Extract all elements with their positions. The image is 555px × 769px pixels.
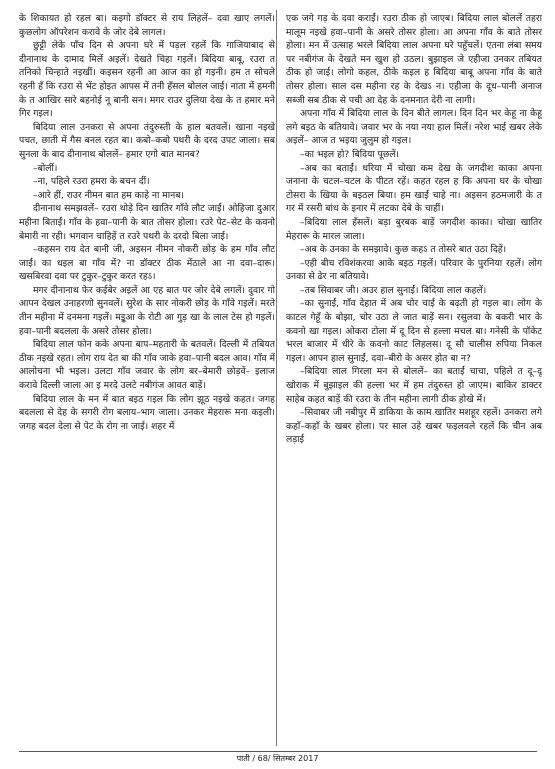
paragraph: छुट्टी लेके पाँच दिन से अपना घरे में पड़ल रहलें कि गाजियाबाद से दीनानाथ के दामाद मिलें अइलें। देखते चिहा गइलें। बिदिया बाबू, रउरा त तनिको चिन्हाते नइखीं। कइसन रहनी आ आज का हो गइनी। हम त सोचले रहनी हँ कि रउरा से भेंट होइत आपस में तनी हँसल बोलल जाई। नाता में हमनी के त आखिर सारे बहनोई नू बानी सन। मगर राउर दुलिया देख के त हमार मने गिर गइल। xyxy=(19,40,275,120)
page-footer: पाती / 68/ सितम्बर 2017 xyxy=(236,754,319,763)
paragraph: दीनानाथ समझवलें– रउरा थोड़े दिन खातिर गाँवे लौट जाईं। ओहिजा दुआर महीना बिताईं। गाँव के हवा–पानी के बात तोसर होला। रउरे पेट–सेट के कवनो बेमारी ना रही। भगवान चाहिहें त रउरे पथरी के दरदो बिला जाई। xyxy=(19,203,275,242)
paragraph: –कइसन राय देत बानी जी, अइसन नीमन नोकरी छोड़ के हम गाँव लौट जाईं। का धइल बा गाँव में? ना डॉक्टर ठीक मेंठाले आ ना दवा–दारू। खसबिरवा दवा पर टुकुर–टुकुर करत रहऽ। xyxy=(19,244,275,283)
left-column xyxy=(19,12,275,744)
paragraph: –बिदिया लाल गिरला मन से बोललें– का बताईं चाचा, पहिले त दू–दू खोराक में बुझाइल की हल्ला भर में हम तंदुरुस्त हो जाएम। बाकिर डाक्टर साहेब कहत बाड़ें की रउरा के तीन महीना लागी ठीक होखे में। xyxy=(286,366,542,405)
right-column xyxy=(286,12,542,744)
paragraph: –सिवाबर जी नबीपुर में डाकिया के काम खातिर मशहूर रहलें। उनकरा लगे कहाँ–कहाँ के खबर होला। पर साल उहे खबर फइलवले रहलें कि चीन अब लड़ाई xyxy=(286,407,542,446)
paragraph: बिदिया लाल उनकरा से अपना तंदुरुस्ती के हाल बतवलें। खाना नइखे पचत, छाती में गैस बनल रहत बा। कबो–कबो पथरी के दरद उपट जाला। सब सुनला के बाद दीनानाथ बोललें– हमार एगो बात मानब? xyxy=(19,121,275,160)
paragraph: –बिदिया लाल हँसलें। बड़ा बुरबक बाड़ें जगदीश काका। चोखा खातिर मेहरारू के मारल जाला। xyxy=(286,216,542,242)
paragraph: –ना, पहिले रउरा हमरा के बचन दीं। xyxy=(33,176,150,188)
paragraph: एक जगे गड़ के दवा कराईं। रउरा ठीक हो जाएब। बिदिया लाल बोललें तहरा मालूम नइखे हवा–पानी के असरे तोसर होला। आ अपना गाँव के बाते तोसर होला। मन में उत्साह भरले बिदिया लाल अपना घरे पहुँचलें। एतना लंबा समय पर नबीगंज के देखते मन खुश हो उठल। बुझाइल जे एहीजा उनकर तबियत ठीक हो जाई। लोगो कहल, ठीके कइल ह बिदिया बाबू अपना गाँव के बाते तोसर होला। साल दस महीना रह के देखऽ न। एहीजा के दूध–पानी अनाज सब्जी सब ठीक से पची आ देह के दनमनात देरी ना लागी। xyxy=(286,13,542,106)
footer-rule xyxy=(19,751,537,752)
paragraph: –तब सिवाबर जी। अउर हाल सुनाईं। बिदिया लाल कहलें। xyxy=(300,284,487,296)
paragraph: मगर दीनानाथ फेर कईबेर अइलें आ एह बात पर जोर देबे लगलें। दुवार गो आपन देखल उनाहरणो सुनवलें। सुरेश के सार नोकरी छोड़ के गाँवे गइलें। मरते तीन महीना में दनमना गइलें। मइुआ के रोटी आ गुड़ खा के लाल टेस हो गइलें। हवा–पानी बदलला के असरे तोसर होला। xyxy=(19,284,275,337)
paragraph: –अब का बताईं। धरिया में चोखा कम देख के जगदीश काका अपना जनाना के चटल–चटल के पीटत रहें। कहत रहल ह कि अपना घर के चोखा टोसरा के खिया के बइठल बिया। हम खाईं चाहे ना। अइसन हठमजारी के त गर में रसरी बांध के इनार में लटका देबे के चाहीं। xyxy=(286,162,542,215)
paragraph: अपना गाँव में बिदिया लाल के दिन बीते लागल। दिन दिन भर केहू ना केहू लगे बइठ के बतियावे। जवार भर के नया नया हाल मिलें। नरेश भाई खबर लेके अइलें– आज त भइया जुलुम हो गइल। xyxy=(286,108,542,147)
paragraph: –का सुनाईं, गाँव देहात में अब चोर चाई के बढ़ती हो गइल बा। लोग के काटल गेहूँ के बोझा, चोर उठा ले जात बाड़ें सन। रसुलवा के बकरी भार के कवनो खा गइल। ओकरा टोला में दू दिन से हल्ला मचल बा। गनेसी के पॉकेट भरल बाजार में धीरे के कवनो काट लिहलस। दू सौ चालीस रुपिया निकल गइल। आपन हाल सुनाईं, दवा–बीरो के असर होत बा न? xyxy=(286,298,542,364)
paragraph: –अब के उनका के समझावे। कुछ कहऽ त तोसरे बात उठा दिहें। xyxy=(300,244,507,256)
paragraph: –का भइल हो? बिदिया पूछलें। xyxy=(300,148,400,160)
column-divider xyxy=(276,10,277,746)
paragraph: बिदिया लाल के मन में बात बइठ गइल कि लोग झूठ नइखे कहत। जगह बदलला से देह के सगरी रोग बलाय–भाग जाला। उनकर मेहरारू मना कइली। जगह बदल देला से पेट के रोग ना जाई। शहर में xyxy=(19,393,275,432)
paragraph: –एही बीच रविशंकरवा आके बइठ गइलें। परिवार के पुरनिया रहलें। लोग उनका से ढेर ना बतियावे। xyxy=(286,257,542,283)
paragraph: बिदिया लाल फोन कके अपना बाप–महतारी के बतवलें। दिल्ली में तबियत ठीक नइखे रहत। लोग राय देत बा की गाँव जाके हवा–पानी बदल आव। गाँव में आलोचना भी भइल। उलटा गाँव जवार के लोग बर–बेमारी छोड़वें– इलाज करावे दिल्ली जाला आ इ मरदे उलटे नबीगंज आवत बाड़ें। xyxy=(19,339,275,392)
paragraph: –बोलीं। xyxy=(33,162,58,174)
paragraph: –आरे हीं, राउर नीमन बात हम काहे ना मानब। xyxy=(33,189,185,201)
paragraph: के शिकायत हो रहल बा। कइगो डॉक्टर से राय लिहलें– दवा खाए लगलें। कुछलोग ऑपरेशन करावे के जोर देबे लागल। xyxy=(19,13,275,38)
